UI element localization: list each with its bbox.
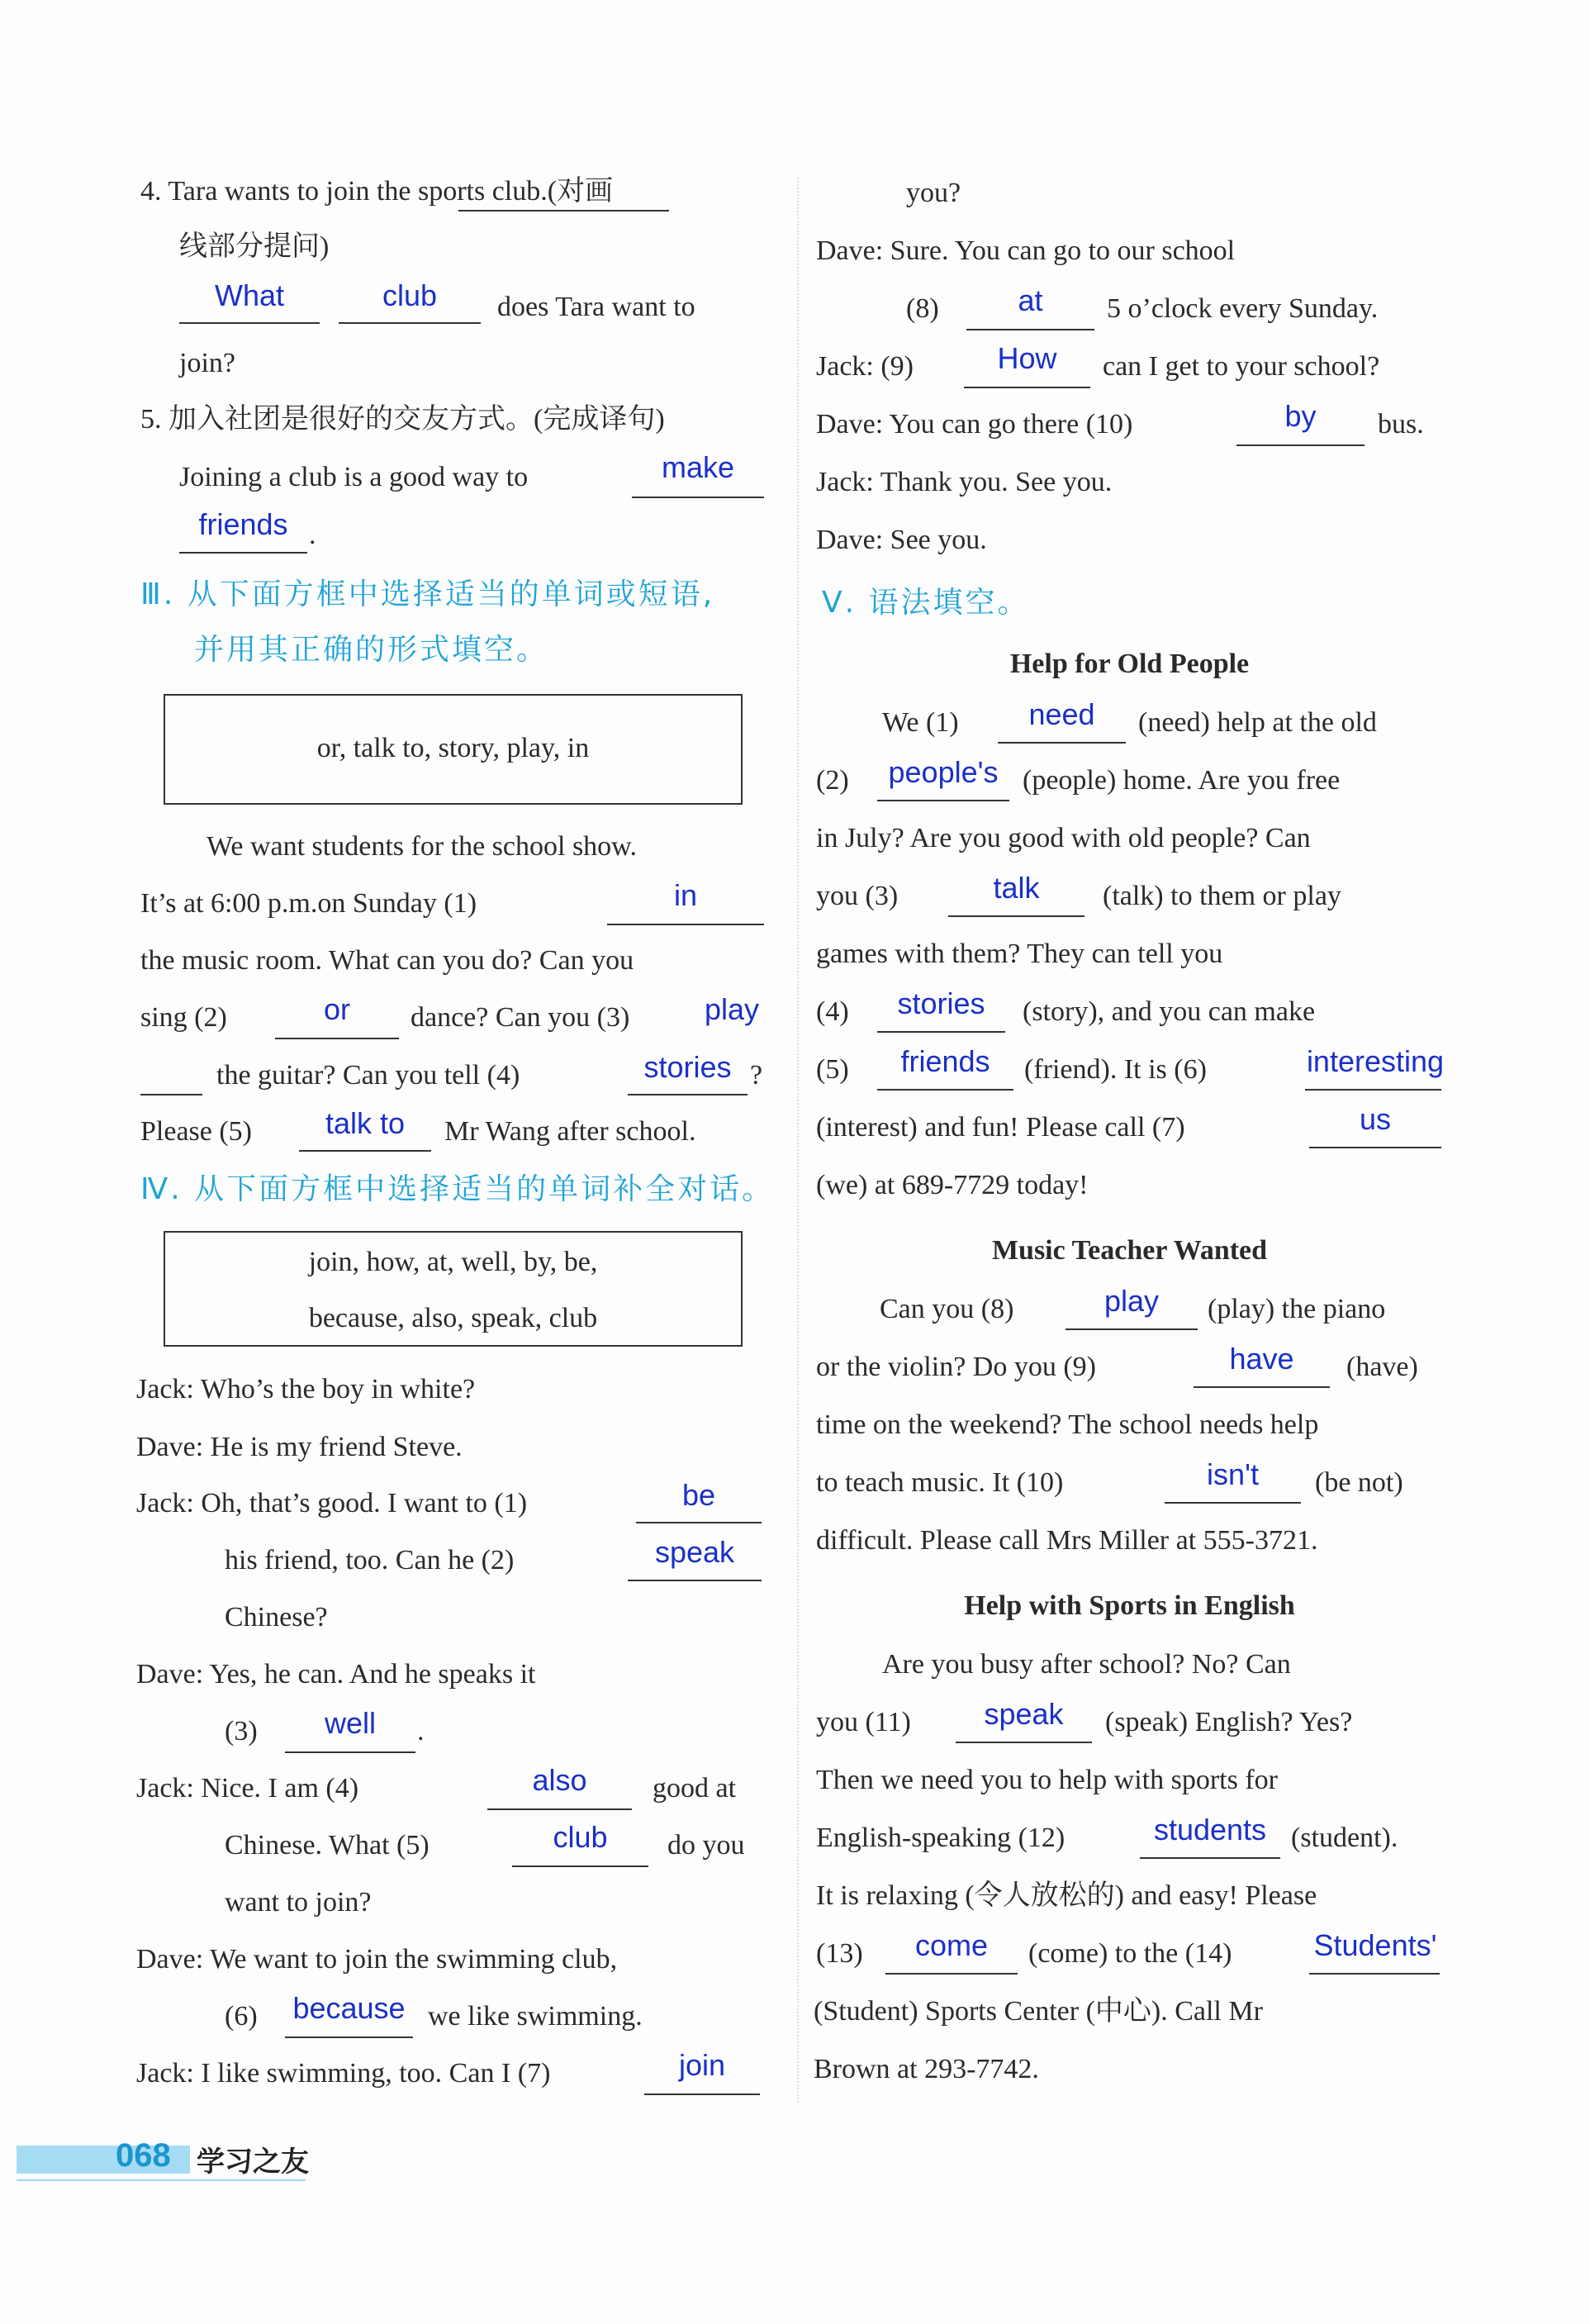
dialog-cont-line6: Dave: See you. [816, 525, 987, 555]
passage-answer-5[interactable]: friends [900, 1044, 990, 1078]
s3-answer-1[interactable]: in [673, 878, 698, 912]
passage-answer-10[interactable]: isn't [1207, 1457, 1259, 1491]
p3-line2b: (speak) English? Yes? [1105, 1707, 1353, 1737]
q5-period: . [309, 520, 316, 550]
s3-blank-2 [275, 1038, 399, 1039]
p1-line4b: (talk) to them or play [1103, 881, 1341, 911]
dialog-answer-6[interactable]: because [292, 1991, 406, 2025]
passage-blank-10 [1165, 1502, 1301, 1504]
dialog-answer-7[interactable]: join [678, 2048, 726, 2082]
p1-line1b: (need) help at the old [1138, 707, 1377, 738]
dialog-blank-6 [285, 2036, 413, 2038]
dialog-line10: want to join? [225, 1887, 372, 1918]
p2-line2b: (have) [1346, 1352, 1418, 1382]
passage-blank-5 [877, 1089, 1013, 1091]
passage-title-2: Music Teacher Wanted [991, 1235, 1268, 1266]
s3-answer-4[interactable]: stories [643, 1050, 732, 1084]
passage-answer-12[interactable]: students [1153, 1813, 1267, 1846]
s3-answer-2[interactable]: or [323, 992, 350, 1026]
passage-blank-3 [948, 915, 1085, 917]
q4-line3-tail: does Tara want to [497, 292, 695, 322]
page-footer [0, 2127, 314, 2177]
q4-underline-marker [458, 210, 669, 211]
dialog-answer-10[interactable]: by [1284, 399, 1317, 433]
passage-blank-12 [1140, 1857, 1280, 1859]
dialog-cont-line4a: Dave: You can go there (10) [816, 409, 1133, 440]
q4-line1: 4. Tara wants to join the sports club.(对画 [140, 176, 614, 207]
p2-line4b: (be not) [1315, 1467, 1403, 1498]
s3-blank-1 [607, 924, 764, 925]
p3-line6a: (13) [816, 1938, 863, 1969]
q4-answer-2[interactable]: club [382, 278, 438, 312]
passage-blank-1 [998, 742, 1126, 744]
dialog-answer-9[interactable]: How [997, 341, 1057, 375]
p3-line3: Then we need you to help with sports for [816, 1765, 1278, 1795]
p2-line1a: Can you (8) [880, 1294, 1014, 1324]
p3-line7: (Student) Sports Center (中心). Call Mr [814, 1996, 1263, 2027]
q5-answer-1[interactable]: make [661, 450, 735, 484]
dialog-line8a: Jack: Nice. I am (4) [136, 1773, 359, 1804]
dialog-answer-4[interactable]: also [532, 1763, 587, 1797]
s3-blank-3 [140, 1094, 202, 1095]
passage-answer-9[interactable]: have [1229, 1342, 1294, 1376]
passage-blank-11 [956, 1742, 1092, 1743]
page-number: 068 [116, 2137, 171, 2174]
s3-para-line4a: sing (2) [140, 1002, 227, 1033]
section3-heading-line2: 并用其正确的形式填空。 [194, 633, 549, 667]
dialog-answer-5[interactable]: club [553, 1820, 608, 1854]
p3-line5: It is relaxing (令人放松的) and easy! Please [816, 1880, 1317, 1911]
dialog-blank-9 [964, 387, 1090, 388]
section4-word-list-2: because, also, speak, club [308, 1303, 598, 1333]
dialog-line6: Dave: Yes, he can. And he speaks it [136, 1659, 536, 1690]
dialog-blank-7 [644, 2094, 760, 2095]
p1-line3: in July? Are you good with old people? Can [816, 823, 1311, 853]
s3-answer-5[interactable]: talk to [325, 1106, 406, 1140]
q5-answer-2[interactable]: friends [198, 507, 288, 541]
dialog-answer-3[interactable]: well [324, 1706, 376, 1740]
section3-heading-line1: Ⅲ. 从下面方框中选择适当的单词或短语, [140, 577, 715, 611]
section5-heading: Ⅴ. 语法填空。 [822, 586, 1030, 620]
footer-rule [17, 2179, 306, 2181]
dialog-answer-2[interactable]: speak [654, 1535, 735, 1569]
p2-line4a: to teach music. It (10) [816, 1467, 1064, 1498]
passage-answer-1[interactable]: need [1028, 697, 1095, 731]
dialog-blank-5 [512, 1865, 648, 1867]
section4-word-list-1: join, how, at, well, by, be, [308, 1247, 598, 1277]
q4-blank-2 [339, 322, 481, 324]
p1-line2a: (2) [816, 765, 849, 796]
q5-blank-1 [632, 497, 764, 498]
dialog-blank-3 [285, 1751, 415, 1753]
section3-word-list: or, talk to, story, play, in [316, 733, 590, 763]
passage-blank-8 [1066, 1328, 1198, 1330]
passage-blank-7 [1309, 1147, 1441, 1148]
dialog-line12b: we like swimming. [428, 2001, 643, 2032]
p3-line1: Are you busy after school? No? Can [882, 1649, 1291, 1680]
passage-answer-3[interactable]: talk [993, 871, 1040, 905]
dialog-line11: Dave: We want to join the swimming club, [136, 1944, 618, 1975]
passage-blank-13 [885, 1973, 1018, 1975]
s3-para-line6b: Mr Wang after school. [444, 1116, 696, 1147]
passage-title-1: Help for Old People [1009, 649, 1250, 679]
column-divider [797, 178, 799, 2103]
p1-line1a: We (1) [882, 707, 959, 738]
s3-blank-5 [299, 1150, 431, 1152]
passage-blank-2 [877, 800, 1009, 801]
s3-question-mark: ? [750, 1060, 763, 1091]
passage-answer-7[interactable]: us [1359, 1102, 1392, 1136]
dialog-line7a: (3) [225, 1716, 258, 1747]
p3-line4a: English-speaking (12) [816, 1823, 1066, 1853]
p2-line3: time on the weekend? The school needs help [816, 1409, 1319, 1440]
s3-para-line5: the guitar? Can you tell (4) [216, 1060, 520, 1091]
p1-line7a: (5) [816, 1054, 849, 1085]
passage-blank-4 [877, 1031, 1005, 1033]
p3-line2a: you (11) [816, 1707, 911, 1737]
passage-answer-8[interactable]: play [1104, 1284, 1160, 1318]
s3-para-line3: the music room. What can you do? Can you [140, 945, 634, 976]
passage-answer-4[interactable]: stories [897, 986, 985, 1020]
s3-blank-4 [628, 1094, 748, 1095]
footer-brand: 学习之友 [197, 2146, 309, 2179]
passage-title-3: Help with Sports in English [964, 1590, 1295, 1621]
p1-line4a: you (3) [816, 881, 899, 911]
dialog-line12a: (6) [225, 2001, 258, 2032]
dialog-cont-line3a: Jack: (9) [816, 351, 914, 382]
passage-blank-6 [1305, 1089, 1441, 1091]
dialog-cont-line4b: bus. [1378, 409, 1424, 440]
dialog-blank-2 [628, 1580, 762, 1581]
q4-line4: join? [179, 348, 235, 378]
dialog-blank-10 [1236, 444, 1365, 446]
p1-line6a: (4) [816, 996, 849, 1027]
passage-answer-6[interactable]: interesting [1306, 1044, 1445, 1078]
s3-para-line2: It’s at 6:00 p.m.on Sunday (1) [140, 888, 477, 919]
p2-line1b: (play) the piano [1208, 1294, 1386, 1324]
q5-blank-2 [179, 552, 307, 554]
dialog-blank-8 [966, 329, 1094, 330]
q4-blank-1 [179, 322, 320, 324]
s3-para-line1: We want students for the school show. [206, 831, 638, 862]
dialog-line3: Jack: Oh, that’s good. I want to (1) [136, 1488, 528, 1518]
passage-answer-13[interactable]: come [914, 1928, 989, 1962]
dialog-line1: Jack: Who’s the boy in white? [136, 1374, 476, 1404]
p2-line5: difficult. Please call Mrs Miller at 555-3721. [816, 1525, 1318, 1556]
p3-line4b: (student). [1291, 1823, 1398, 1853]
q5-line1: 5. 加入社团是很好的交友方式。(完成译句) [140, 404, 665, 435]
passage-blank-9 [1194, 1386, 1330, 1388]
passage-blank-14 [1309, 1973, 1440, 1975]
p1-line6b: (story), and you can make [1023, 996, 1316, 1027]
section4-heading: Ⅳ. 从下面方框中选择适当的单词补全对话。 [140, 1172, 775, 1206]
dialog-blank-1 [636, 1522, 762, 1523]
q4-line2: 线部分提问) [179, 231, 330, 262]
dialog-line9a: Chinese. What (5) [225, 1830, 430, 1861]
dialog-line7b: . [417, 1716, 425, 1747]
dialog-blank-4 [487, 1808, 632, 1810]
passage-answer-2[interactable]: people's [888, 755, 999, 789]
dialog-cont-line3b: can I get to your school? [1103, 351, 1380, 382]
q4-answer-1[interactable]: What [214, 278, 285, 312]
p3-line6b: (come) to the (14) [1028, 1938, 1232, 1969]
p1-line2b: (people) home. Are you free [1023, 765, 1341, 796]
dialog-cont-line5: Jack: Thank you. See you. [816, 467, 1113, 497]
p1-line5: games with them? They can tell you [816, 939, 1223, 969]
dialog-line2: Dave: He is my friend Steve. [136, 1432, 463, 1462]
p1-line9: (we) at 689-7729 today! [816, 1170, 1089, 1200]
dialog-line8b: good at [653, 1773, 737, 1804]
section3-word-box [164, 694, 743, 805]
dialog-answer-1[interactable]: be [681, 1478, 716, 1512]
s3-para-line6a: Please (5) [140, 1116, 253, 1147]
dialog-cont-line2b: 5 o’clock every Sunday. [1107, 293, 1379, 324]
dialog-cont-line2a: (8) [906, 293, 939, 324]
p1-line7b: (friend). It is (6) [1024, 1054, 1207, 1085]
passage-answer-14[interactable]: Students' [1313, 1928, 1437, 1962]
q5-line2: Joining a club is a good way to [179, 462, 529, 492]
dialog-line9b: do you [667, 1830, 745, 1861]
section4-word-box [164, 1231, 743, 1347]
dialog-line4: his friend, too. Can he (2) [225, 1545, 515, 1575]
dialog-cont-line0: you? [906, 178, 961, 208]
dialog-cont-line1: Dave: Sure. You can go to our school [816, 235, 1236, 266]
p1-line8a: (interest) and fun! Please call (7) [816, 1112, 1185, 1143]
s3-answer-3[interactable]: play [704, 992, 760, 1026]
p3-line8: Brown at 293-7742. [814, 2054, 1039, 2084]
dialog-line5: Chinese? [225, 1602, 328, 1633]
s3-para-line4b: dance? Can you (3) [411, 1002, 630, 1033]
dialog-line13: Jack: I like swimming, too. Can I (7) [136, 2058, 551, 2089]
p2-line2a: or the violin? Do you (9) [816, 1352, 1096, 1382]
dialog-answer-8[interactable]: at [1018, 283, 1043, 317]
passage-answer-11[interactable]: speak [984, 1697, 1064, 1731]
